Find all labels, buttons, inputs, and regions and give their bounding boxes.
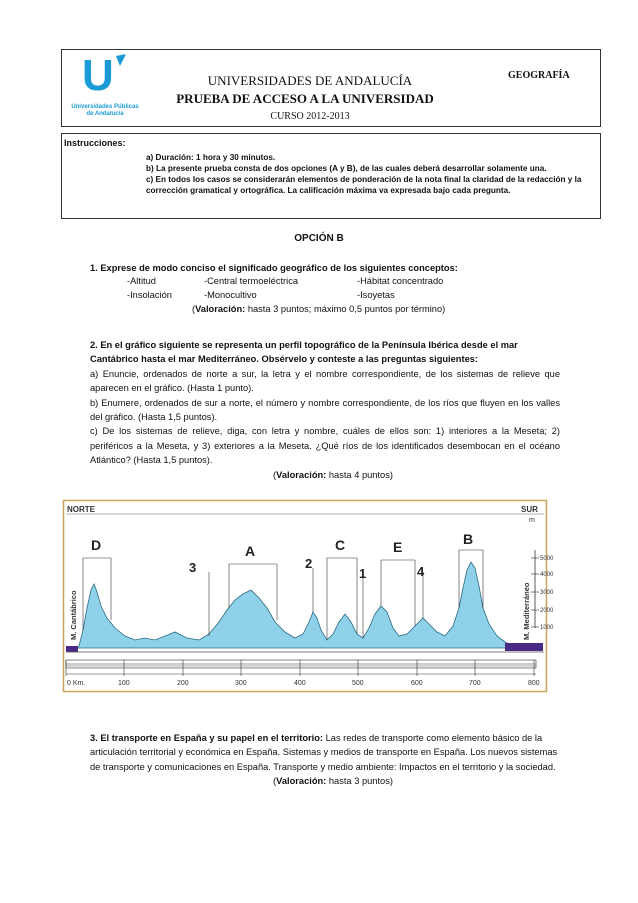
question-1-title: 1. Exprese de modo conciso el significado geográfico de los siguientes conceptos: bbox=[90, 263, 458, 273]
question-1 bbox=[90, 261, 560, 275]
km-tick: 300 bbox=[235, 680, 247, 687]
relief-letter: E bbox=[393, 539, 403, 555]
km-tick: 700 bbox=[469, 680, 481, 687]
term: -Central termoeléctrica bbox=[204, 276, 299, 286]
term: -Altitud bbox=[127, 276, 156, 286]
option-title: OPCIÓN B bbox=[294, 233, 344, 244]
relief-letter: D bbox=[91, 537, 102, 553]
relief-letter: C bbox=[335, 537, 346, 553]
question-3-title: 3. El transporte en España y su papel en el territorio: bbox=[90, 733, 324, 743]
question-3-text: Las redes de transporte como elemento básico de la articulación territorial y económica en España. Sistemas y medios de transporte en España. Los nuevos sistemas de transporte y comunicaciones en España. Transporte y medio ambiente: Impactos en el territorio y la sociedad. bbox=[90, 733, 558, 772]
question-3-score: (Valoración: hasta 3 puntos) bbox=[273, 776, 393, 787]
logo-caption: Universidades Públicas de Andalucía bbox=[71, 104, 139, 117]
logo-letter: U bbox=[82, 51, 114, 100]
header-subject: GEOGRAFÍA bbox=[508, 70, 570, 81]
river-number: 4 bbox=[417, 564, 425, 579]
question-2-title: 2. En el gráfico siguiente se representa un perfil topográfico de la Península Ibérica desde el mar Cantábrico hasta el mar Mediterráneo. Obsérvelo y conteste a las preguntas siguientes: bbox=[90, 340, 518, 365]
instruction-item: b) La presente prueba consta de dos opciones (A y B), de las cuales deberá desarrollar solamente una. bbox=[146, 164, 547, 173]
km-tick: 500 bbox=[352, 680, 364, 687]
north-label: NORTE bbox=[67, 505, 95, 514]
question-3 bbox=[90, 731, 560, 789]
altitude-tick: 2000 bbox=[540, 608, 554, 614]
term: -Isoyetas bbox=[357, 290, 395, 300]
question-3-body bbox=[90, 731, 560, 774]
question-2-c: c) De los sistemas de relieve, diga, con letra y nombre, cuáles de ellos son: 1) interiores a la Meseta; 2) periféricos a la Meseta, y 3) exteriores a la Meseta. ¿Qué ríos de los identificados desembocan en el océano Atlántico? (Hasta 1,5 puntos). bbox=[90, 426, 560, 466]
instruction-item: c) En todos los casos se considerarán elementos de ponderación de la nota final la claridad de la redacción y la corrección gramatical y ortográfica. La calificación máxima va expresada bajo cada pregunta. bbox=[146, 175, 582, 195]
altitude-tick: 4000 bbox=[540, 572, 554, 578]
question-2-b: b) Enumere, ordenados de sur a norte, el número y nombre correspondiente, de los ríos que fluyen en los valles del gráfico. (Hasta 1,5 puntos). bbox=[90, 397, 560, 423]
km-tick: 800 bbox=[528, 680, 540, 687]
river-number: 3 bbox=[189, 560, 197, 575]
relief-letter: B bbox=[463, 531, 474, 547]
km-tick: 100 bbox=[118, 680, 130, 687]
term: -Insolación bbox=[127, 290, 172, 300]
question-2-score: (Valoración: hasta 4 puntos) bbox=[273, 469, 393, 480]
question-1-score: (Valoración: hasta 3 puntos; máximo 0,5 puntos por término) bbox=[192, 304, 446, 314]
km-tick: 0 Km. bbox=[67, 680, 86, 687]
term: -Hábitat concentrado bbox=[357, 276, 444, 286]
altitude-tick: 1000 bbox=[540, 625, 554, 631]
topographic-profile bbox=[63, 500, 554, 692]
km-tick: 400 bbox=[294, 680, 306, 687]
km-tick: 600 bbox=[411, 680, 423, 687]
south-label: SUR bbox=[521, 505, 538, 514]
instructions-list bbox=[146, 152, 586, 196]
cantabrian-sea-label: M. Cantábrico bbox=[69, 590, 78, 640]
header-title: UNIVERSIDADES DE ANDALUCÍA bbox=[207, 73, 413, 88]
relief-letter: A bbox=[245, 543, 256, 559]
term: -Monocultivo bbox=[204, 290, 257, 300]
instruction-item: a) Duración: 1 hora y 30 minutos. bbox=[146, 153, 276, 162]
header-course: CURSO 2012-2013 bbox=[270, 111, 350, 122]
header-subtitle: PRUEBA DE ACCESO A LA UNIVERSIDAD bbox=[176, 91, 434, 106]
altitude-tick: 5000 bbox=[540, 556, 554, 562]
unit-label: m bbox=[529, 517, 535, 524]
altitude-tick: 3000 bbox=[540, 590, 554, 596]
mediterranean-sea-label: M. Mediterráneo bbox=[522, 582, 531, 640]
question-2-a: a) Enuncie, ordenados de norte a sur, la letra y el nombre correspondiente, de los sistemas de relieve que aparecen en el gráfico. (Hasta 1 punto). bbox=[90, 368, 560, 394]
river-number: 2 bbox=[305, 556, 313, 571]
km-tick: 200 bbox=[177, 680, 189, 687]
instructions-label: Instrucciones: bbox=[64, 138, 126, 148]
question-2 bbox=[90, 338, 560, 482]
mediterranean-sea-bar bbox=[505, 643, 543, 651]
cantabrian-sea-bar bbox=[66, 646, 78, 652]
river-number: 1 bbox=[359, 566, 367, 581]
